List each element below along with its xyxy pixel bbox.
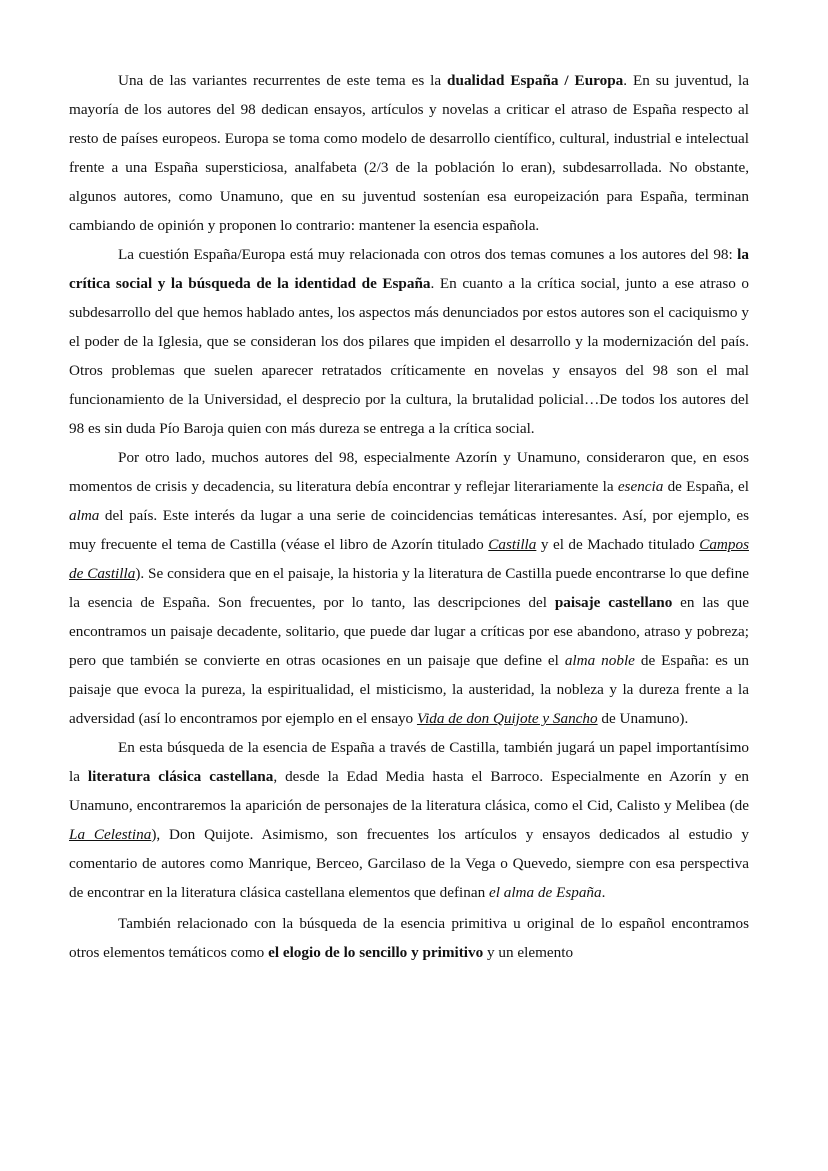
body-text: de Unamuno). bbox=[597, 710, 689, 727]
bold-text: dualidad España / Europa bbox=[447, 72, 624, 89]
body-text: En esta búsqueda de la esencia de España a través de Castilla, también jugará un papel importantísimo la bbox=[69, 739, 749, 785]
paragraph-elogio-sencillo bbox=[69, 909, 749, 967]
bold-text: literatura clásica castellana bbox=[87, 768, 274, 785]
body-text: Una de las variantes recurrentes de este tema es la bbox=[118, 72, 448, 89]
body-text: , desde la Edad Media hasta el Barroco. Especialmente en Azorín y en Unamuno, encontraremos la aparición de personajes de la literatura clásica, como el Cid, Calisto y Melibea (de bbox=[69, 768, 750, 814]
book-title: Vida de don Quijote y Sancho bbox=[416, 710, 598, 727]
underlined-title bbox=[488, 536, 536, 553]
body-text: La cuestión España/Europa está muy relacionada con otros dos temas comunes a los autores del 98: bbox=[118, 246, 738, 263]
body-text: . En su juventud, la mayoría de los autores del 98 dedican ensayos, artículos y novelas a criticar el atraso de España respecto al resto de países europeos. Europa se toma como modelo de desarrollo científico, cultural, industrial e intelectual frente a una España supersticiosa, analfabeta (2/3 de la población lo eran), subdesarrollada. No obstante, algunos autores, como Unamuno, que en su juventud sostenían esa europeización para España, terminan cambiando de opinión y proponen lo contrario: mantener la esencia española. bbox=[69, 72, 750, 234]
bold-text: el elogio de lo sencillo y primitivo bbox=[268, 944, 484, 961]
body-text: en las que encontramos un paisaje decadente, solitario, que puede dar lugar a críticas por ese abandono, atraso y pobreza; pero que también se convierte en otras ocasiones en un paisaje que define el bbox=[69, 594, 749, 669]
body-text: ), Don Quijote. Asimismo, son frecuentes los artículos y ensayos dedicados al estudio y comentario de autores como Manrique, Berceo, Garcilaso de la Vega o Quevedo, siempre con esa perspectiva de encontrar en la literatura clásica castellana elementos que definan bbox=[69, 826, 749, 901]
body-text: y el de Machado titulado bbox=[536, 536, 700, 553]
italic-text: alma noble bbox=[564, 652, 635, 669]
paragraph-literatura-clasica bbox=[69, 733, 749, 907]
book-title: Castilla bbox=[488, 536, 537, 553]
book-title: Campos de Castilla bbox=[69, 536, 749, 582]
body-text: del país. Este interés da lugar a una serie de coincidencias temáticas interesantes. Así, por ejemplo, es muy frecuente el tema de Castilla (véase el libro de Azorín titulado bbox=[69, 507, 749, 553]
body-text: También relacionado con la búsqueda de la esencia primitiva u original de lo español encontramos otros elementos temáticos como bbox=[69, 915, 749, 961]
book-title: La Celestina bbox=[69, 826, 152, 843]
body-text: . En cuanto a la crítica social, junto a ese atraso o subdesarrollo del que hemos hablado antes, los aspectos más denunciados por estos autores son el caciquismo y el poder de la Iglesia, que se consideran los dos pilares que impiden el desarrollo y la modernización del país. Otros problemas que suelen aparecer retratados críticamente en novelas y ensayos del 98 son el mal funcionamiento de la Universidad, el desprecio por la cultura, la brutalidad policial…De todos los autores del 98 es sin duda Pío Baroja quien con más dureza se entrega a la crítica social. bbox=[69, 275, 749, 437]
bold-text: la crítica social y la búsqueda de la identidad de España bbox=[69, 246, 749, 292]
body-text: y un elemento bbox=[483, 944, 574, 961]
body-text: de España: es un paisaje que evoca la pureza, la espiritualidad, el misticismo, la austeridad, la nobleza y la dureza frente a la adversidad (así lo encontramos por ejemplo en el ensayo bbox=[69, 652, 749, 727]
paragraph-dualidad-espana-europa bbox=[69, 66, 749, 240]
body-text: ). Se considera que en el paisaje, la historia y la literatura de Castilla puede encontrarse lo que define la esencia de España. Son frecuentes, por lo tanto, las descripciones del bbox=[69, 565, 749, 611]
italic-text: el alma de España bbox=[488, 884, 602, 901]
body-text: Por otro lado, muchos autores del 98, especialmente Azorín y Unamuno, consideraron que, en esos momentos de crisis y decadencia, su literatura debía encontrar y reflejar literariamente la bbox=[69, 449, 749, 495]
underlined-title bbox=[69, 826, 151, 843]
body-text: de España, el bbox=[663, 478, 750, 495]
underlined-title bbox=[417, 710, 598, 727]
italic-text: esencia bbox=[617, 478, 664, 495]
paragraph-critica-social bbox=[69, 240, 749, 443]
body-text: . bbox=[601, 884, 606, 901]
paragraph-esencia-castilla bbox=[69, 443, 749, 733]
bold-text: paisaje castellano bbox=[554, 594, 673, 611]
italic-text: alma bbox=[69, 507, 100, 524]
